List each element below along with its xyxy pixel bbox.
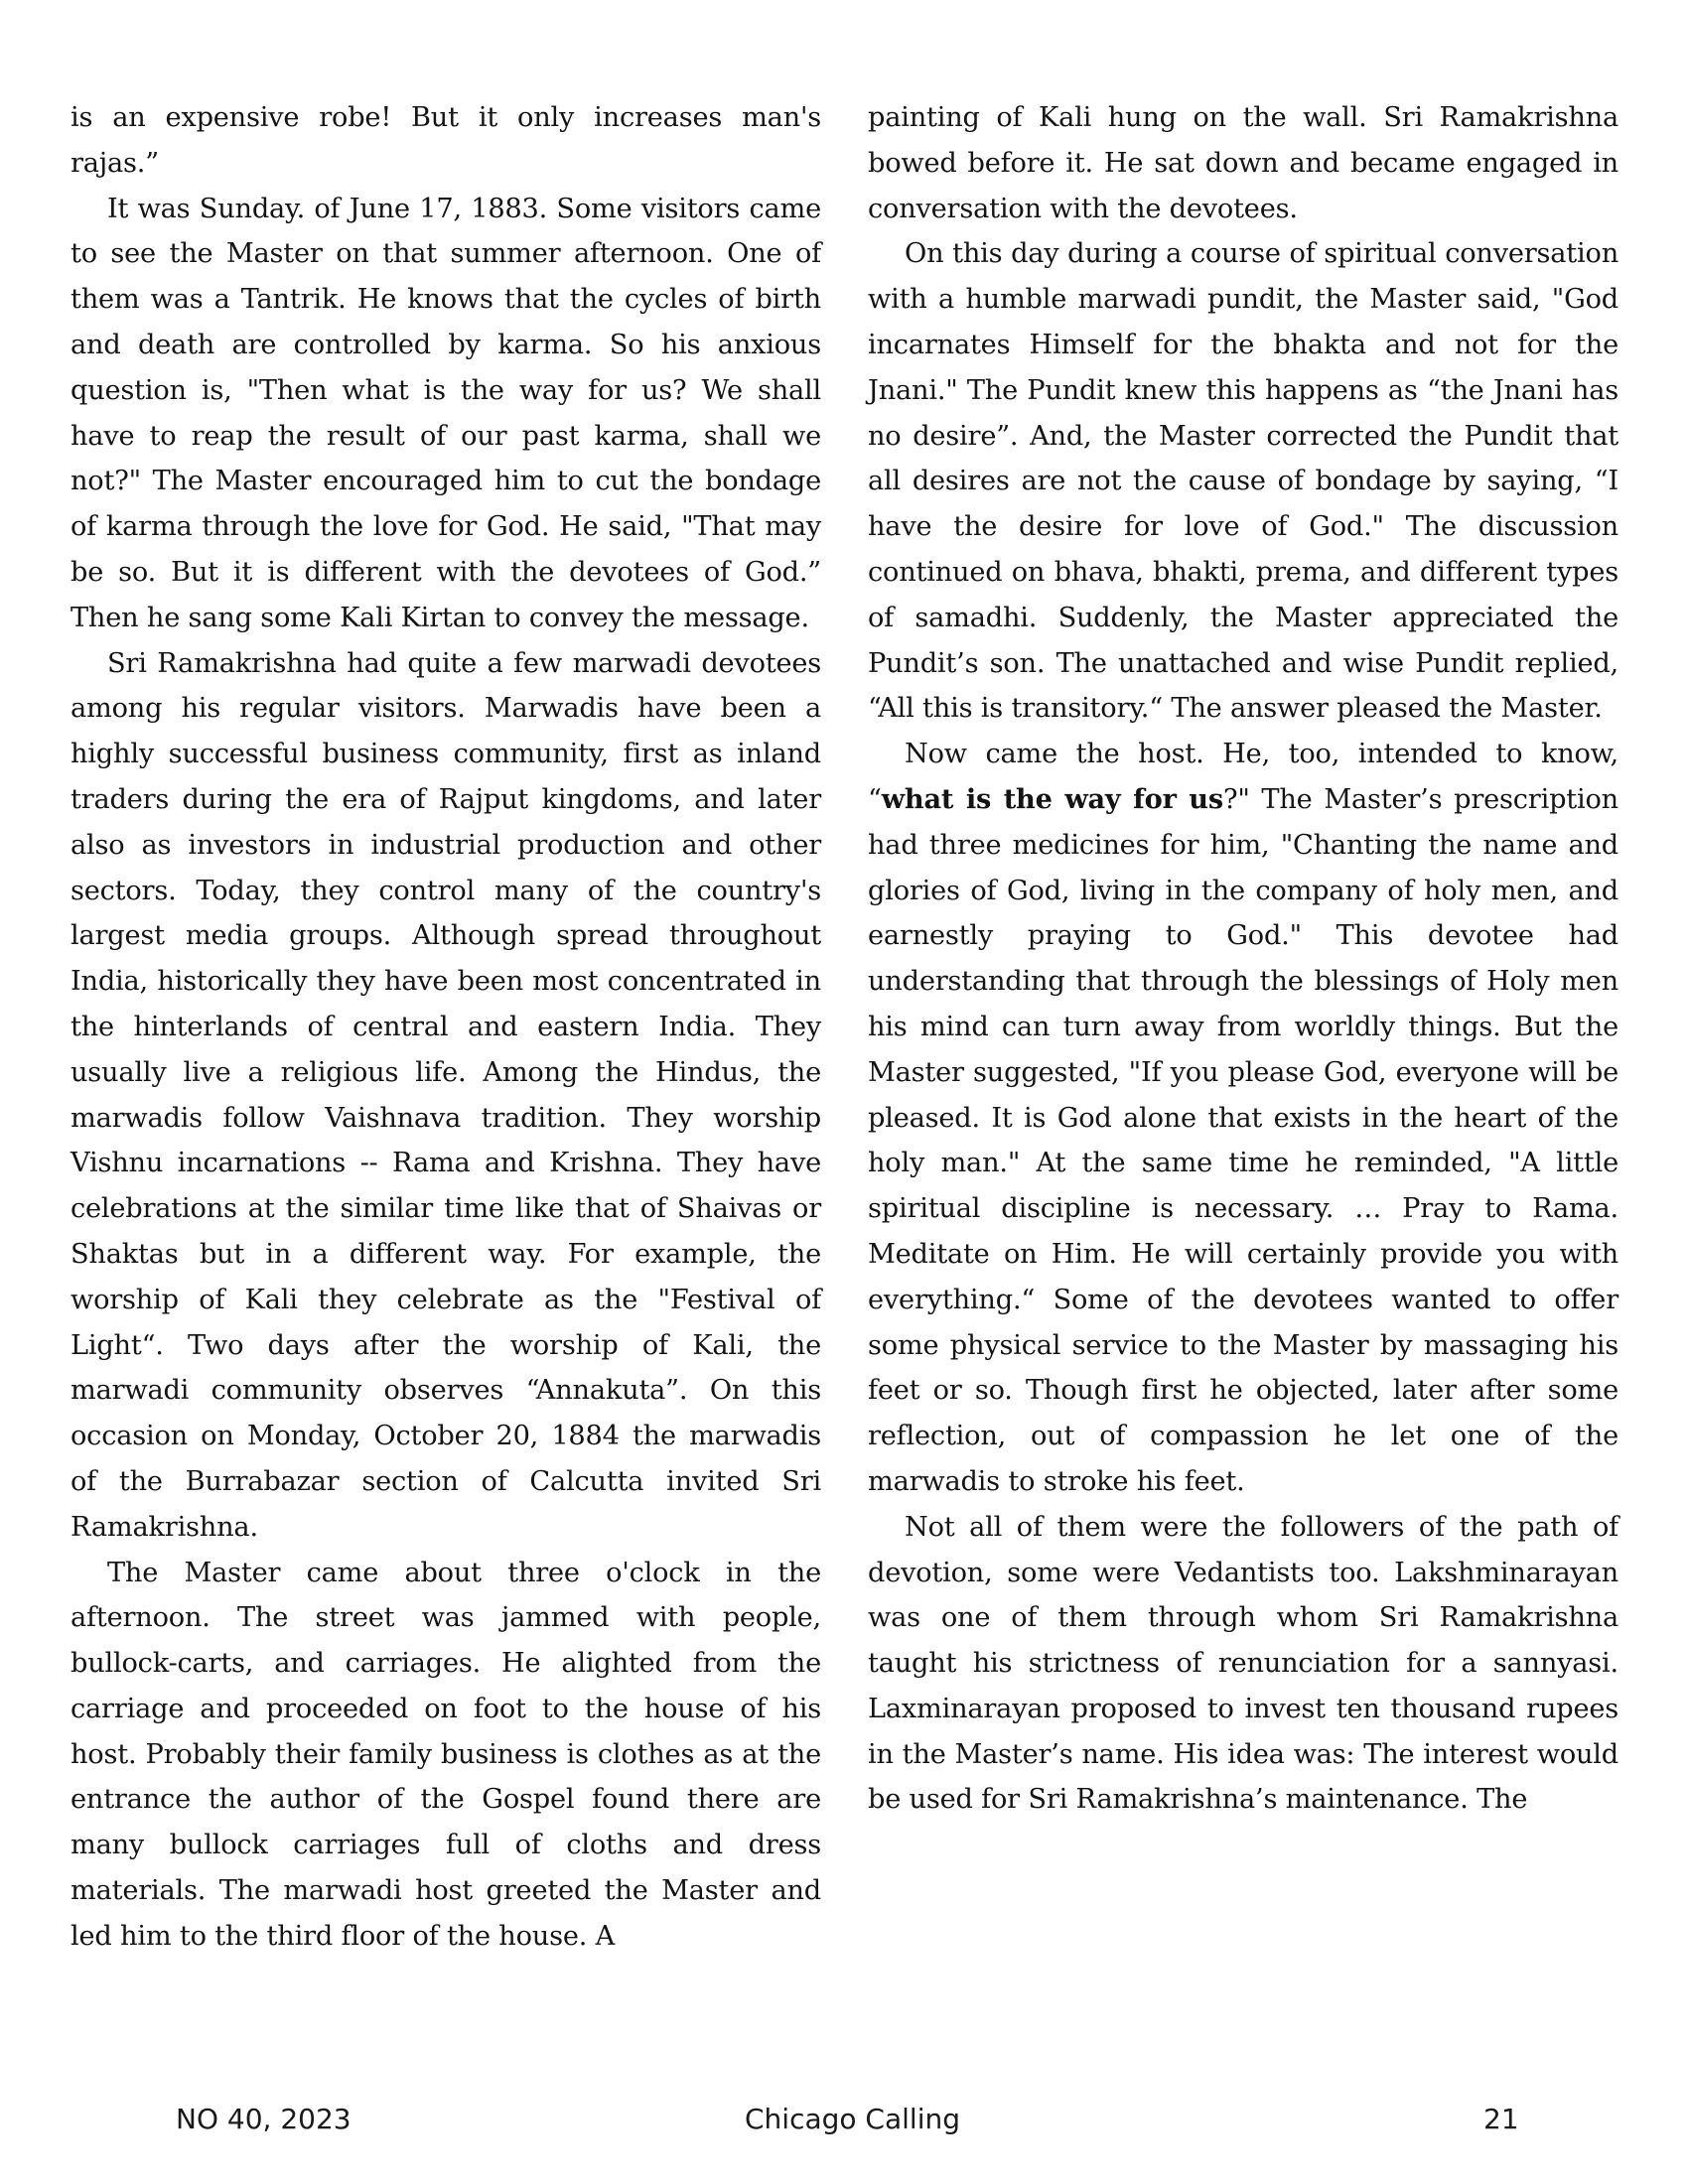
right-column bbox=[868, 95, 1618, 1823]
paragraph-master-arrival: The Master came about three o'clock in the afternoon. The street was jammed with people, bullock-carts, and carriages. He alighted from the carriage and proceeded on foot to the house of his host. Probably their family business is clothes as at the entrance the author of the Gospel found there are many bullock carriages full of cloths and dress materials. The marwadi host greeted the Master and led him to the third floor of the house. A bbox=[70, 1557, 821, 1952]
host-question-bold: what is the way for us bbox=[881, 782, 1223, 815]
paragraph-continuation: is an expensive robe! But it only increases man's rajas.” bbox=[70, 102, 821, 179]
paragraph-pundit-conversation: On this day during a course of spiritual conversation with a humble marwadi pundit, the Master said, "God incarnates Himself for the bhakta and not for the Jnani." The Pundit knew this happens as “the Jnani has no desire”. And, the Master corrected the Pundit that all desires are not the cause of bondage by saying, “I have the desire for love of God." The discussion continued on bhava, bhakti, prema, and different types of samadhi. Suddenly, the Master appreciated the Pundit’s son. The unattached and wise Pundit replied, “All this is transitory.“ The answer pleased the Master. bbox=[868, 238, 1618, 725]
host-question-rest: ?" The Master’s prescription had three medicines for him, "Chanting the name and glories of God, living in the company of holy men, and earnestly praying to God." This devotee had understanding that through the blessings of Holy men his mind can turn away from worldly things. But the Master suggested, "If you please God, everyone will be pleased. It is God alone that exists in the heart of the holy man." At the same time he reminded, "A little spiritual discipline is necessary. … Pray to Rama. Meditate on Him. He will certainly provide you with everything.“ Some of the devotees wanted to offer some physical service to the Master by massaging his feet or so. Though first he objected, later after some reflection, out of compassion he let one of the marwadis to stroke his feet. bbox=[868, 783, 1618, 1497]
footer-publication: Chicago Calling bbox=[745, 2103, 960, 2135]
footer-page-number: 21 bbox=[1483, 2103, 1519, 2135]
footer-issue: NO 40, 2023 bbox=[176, 2103, 352, 2135]
host-question-lead: Now came the host. He, too, intended to know, “ bbox=[868, 739, 1618, 815]
paragraph-tantrik-visit: It was Sunday. of June 17, 1883. Some visitors came to see the Master on that summer afternoon. One of them was a Tantrik. He knows that the cycles of birth and death are controlled by karma. So his anxious question is, "Then what is the way for us? We shall have to reap the result of our past karma, shall we not?" The Master encouraged him to cut the bondage of karma through the love for God. He said, "That may be so. But it is different with the devotees of God.” Then he sang some Kali Kirtan to convey the message. bbox=[70, 193, 821, 633]
paragraph-host-question bbox=[868, 732, 1618, 1505]
paragraph-kali-painting: painting of Kali hung on the wall. Sri Ramakrishna bowed before it. He sat down and became engaged in conversation with the devotees. bbox=[868, 102, 1618, 224]
left-column bbox=[70, 95, 821, 1960]
page-footer bbox=[0, 2103, 1688, 2142]
paragraph-marwadi-devotees: Sri Ramakrishna had quite a few marwadi devotees among his regular visitors. Marwadis have been a highly successful business community, first as inland traders during the era of Rajput kingdoms, and later also as investors in industrial production and other sectors. Today, they control many of the country's largest media groups. Although spread throughout India, historically they have been most concentrated in the hinterlands of central and eastern India. They usually live a religious life. Among the Hindus, the marwadis follow Vaishnava tradition. They worship Vishnu incarnations -- Rama and Krishna. They have celebrations at the similar time like that of Shaivas or Shaktas but in a different way. For example, the worship of Kali they celebrate as the "Festival of Light“. Two days after the worship of Kali, the marwadi community observes “Annakuta”. On this occasion on Monday, October 20, 1884 the marwadis of the Burrabazar section of Calcutta invited Sri Ramakrishna. bbox=[70, 647, 821, 1543]
paragraph-vedantists: Not all of them were the followers of the path of devotion, some were Vedantists too. Lakshminarayan was one of them through whom Sri Ramakrishna taught his strictness of renunciation for a sannyasi. Laxminarayan proposed to invest ten thousand rupees in the Master’s name. His idea was: The interest would be used for Sri Ramakrishna’s maintenance. The bbox=[868, 1511, 1618, 1816]
